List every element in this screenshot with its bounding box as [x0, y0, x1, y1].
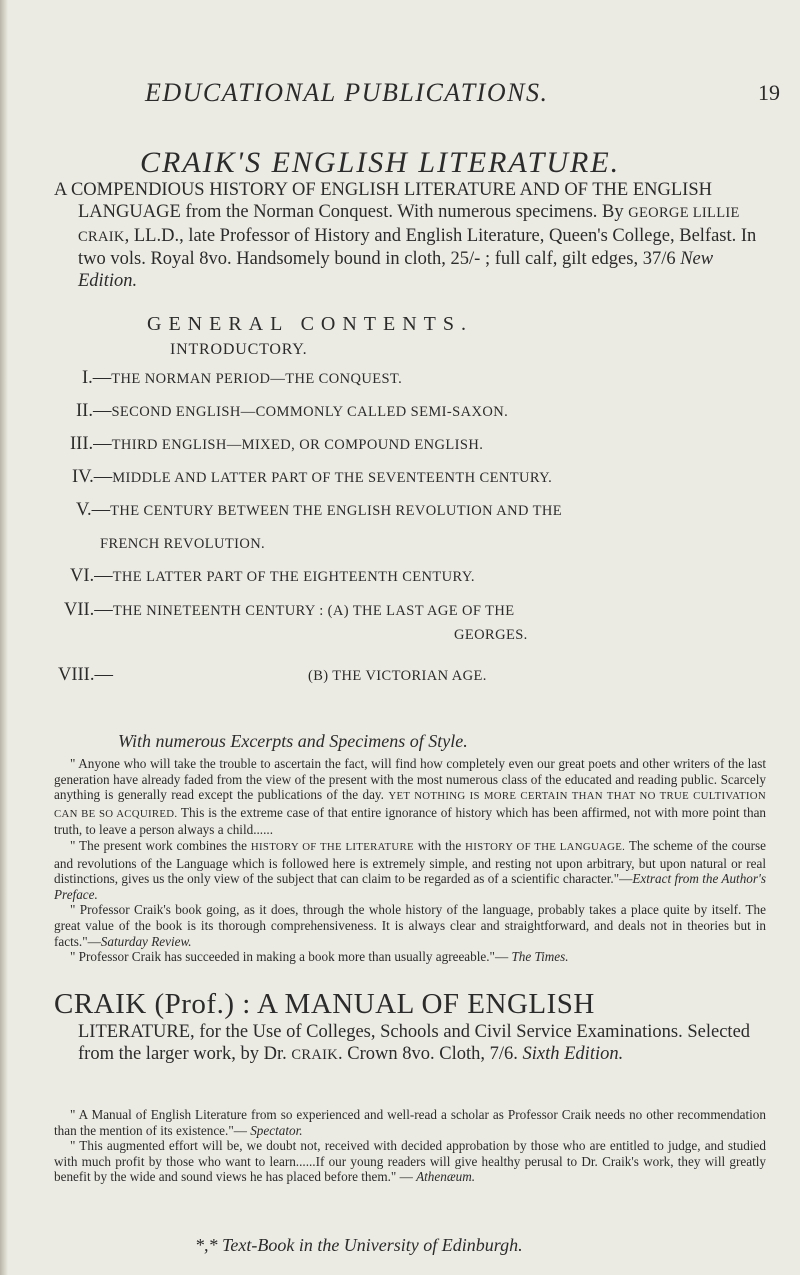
section-title: CRAIK'S ENGLISH LITERATURE. — [140, 146, 621, 179]
contents-item: VI.—THE LATTER PART OF THE EIGHTEENTH CENTURY. — [70, 566, 475, 586]
contents-heading: GENERAL CONTENTS. — [147, 313, 474, 335]
review-quotes — [54, 756, 766, 965]
textbook-note: *,* Text-Book in the University of Edinburgh. — [195, 1235, 523, 1255]
author-name: GEORGE LILLIE CRAIK — [78, 205, 740, 245]
book-entry-heading: CRAIK (Prof.) : A MANUAL OF ENGLISH — [54, 988, 595, 1020]
book-entry-description: LITERATURE, for the Use of Colleges, Schools and Civil Service Examinations. Selected from the larger work, by Dr. CRAIK. Crown 8vo. Cloth, 7/6. Sixth Edition. — [78, 1022, 751, 1064]
contents-item: III.—THIRD ENGLISH—MIXED, OR COMPOUND ENGLISH. — [70, 434, 484, 454]
author-name: CRAIK — [291, 1047, 339, 1063]
contents-item-continued: GEORGES. — [454, 627, 528, 643]
page-edge-shadow — [0, 0, 8, 1275]
quote: " A Manual of English Literature from so experienced and well-read a scholar as Professor Craik needs no other recommendation than the mention of its existence."— Spectator. — [54, 1107, 766, 1138]
contents-item: IV.—MIDDLE AND LATTER PART OF THE SEVENTEENTH CENTURY. — [72, 467, 553, 487]
book-entry-history — [54, 179, 764, 292]
excerpts-note: With numerous Excerpts and Specimens of Style. — [118, 731, 468, 751]
contents-item: II.—SECOND ENGLISH—COMMONLY CALLED SEMI-SAXON. — [76, 401, 509, 421]
review-quotes — [54, 1107, 766, 1185]
contents-item: V.—THE CENTURY BETWEEN THE ENGLISH REVOLUTION AND THE — [76, 500, 562, 520]
quote: " Professor Craik's book going, as it does, through the whole history of the language, probably takes a place quite by itself. The great value of the book is its thorough comprehensiveness. It is always clear and straightforward, and deals not in theories but in facts."—Saturday Review. — [54, 902, 766, 949]
edition-note: Sixth Edition. — [522, 1044, 624, 1064]
quote: " Anyone who will take the trouble to ascertain the fact, will find how completely even our great poets and other writers of the last generation have already faded from the view of the present with the most numerous class of the educated and reading public. Scarcely anything is generally read except the publications of the day. YET NOTHING IS MORE CERTAIN THAN THAT NO TRUE CULTIVATION CAN BE SO ACQUIRED. This is the extreme case of that entire ignorance of history which has been affirmed, not with more point than truth, to leave a person always a child...... — [54, 756, 767, 838]
running-header-title: EDUCATIONAL PUBLICATIONS. — [145, 78, 549, 107]
book-entry-manual — [54, 988, 764, 1066]
contents-item: VIII.— (B) THE VICTORIAN AGE. — [58, 665, 487, 685]
contents-item-continued: FRENCH REVOLUTION. — [100, 536, 266, 552]
quote: " The present work combines the HISTORY OF THE LITERATURE with the HISTORY OF THE LANGUAGE. The scheme of the course and revolutions of the Language which is followed here is extremely simple, and resting not upon arbitrary, but upon natural or real distinctions, gives us the only view of the subject that can claim to be regarded as of a scientific character."—Extract from the Author's Preface. — [54, 837, 767, 902]
edition-note: New Edition. — [78, 248, 714, 292]
quote: " Professor Craik has succeeded in making a book more than usually agreeable."— The Times. — [70, 949, 569, 965]
quote: " This augmented effort will be, we doubt not, received with decided approbation by those who are entitled to judge, and studied with much profit by those who want to learn......If our young readers will give healthy perusal to Dr. Craik's work, they will greatly benefit by the wide and sound views he has placed before them." — Athenæum. — [54, 1138, 766, 1185]
contents-item: VII.—THE NINETEENTH CENTURY : (A) THE LAST AGE OF THE — [64, 600, 515, 620]
running-header — [0, 78, 800, 112]
book-entry-description: A COMPENDIOUS HISTORY OF ENGLISH LITERATURE AND OF THE ENGLISH LANGUAGE from the Norman Conquest. With numerous specimens. By GEORGE LILLIE CRAIK, LL.D., late Professor of History and English Literature, Queen's College, Belfast. In two vols. Royal 8vo. Handsomely bound in cloth, 25/- ; full calf, gilt edges, 37/6 New Edition. — [54, 180, 757, 292]
page-number: 19 — [758, 80, 780, 105]
contents-introductory: INTRODUCTORY. — [170, 341, 308, 358]
contents-item: I.—THE NORMAN PERIOD—THE CONQUEST. — [82, 368, 403, 388]
